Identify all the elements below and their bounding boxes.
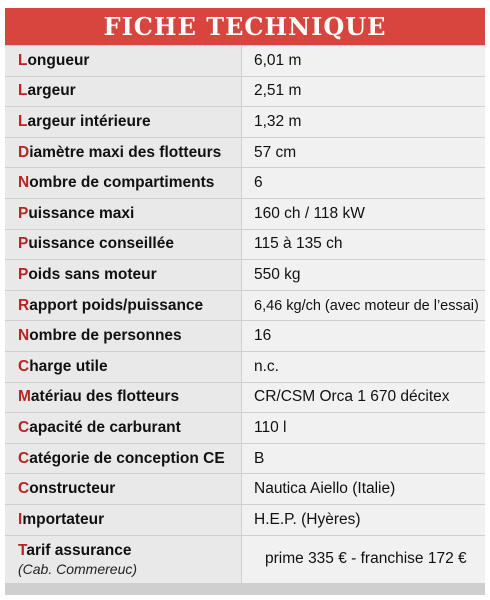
sheet-title: FICHE TECHNIQUE	[5, 8, 485, 45]
row-value: prime 335 € - franchise 172 €	[242, 536, 485, 583]
label-initial: L	[18, 82, 28, 100]
row-value: B	[242, 444, 485, 474]
row-label	[5, 138, 242, 168]
row-label	[5, 168, 242, 198]
table-row	[5, 536, 485, 584]
label-text: apport poids/puissance	[29, 296, 204, 314]
label-text: mportateur	[22, 510, 105, 528]
label-initial: N	[18, 327, 30, 345]
row-label	[5, 444, 242, 474]
row-label	[5, 230, 242, 260]
table-row	[5, 474, 485, 505]
table-row	[5, 46, 485, 77]
row-value: 160 ch / 118 kW	[242, 199, 485, 229]
spec-table	[5, 46, 485, 584]
row-label	[5, 260, 242, 290]
row-label	[5, 505, 242, 535]
label-initial: I	[18, 510, 23, 528]
label-text: onstructeur	[29, 480, 116, 498]
label-initial: P	[18, 265, 29, 283]
label-subtitle: (Cab. Commereuc)	[18, 560, 138, 577]
row-value: 57 cm	[242, 138, 485, 168]
row-value: H.E.P. (Hyères)	[242, 505, 485, 535]
label-initial: P	[18, 204, 29, 222]
label-initial: T	[18, 541, 27, 559]
label-initial: D	[18, 143, 30, 161]
label-initial: R	[18, 296, 30, 314]
label-text: oids sans moteur	[28, 265, 157, 283]
table-row	[5, 352, 485, 383]
label-initial: M	[18, 388, 31, 406]
label-text: argeur intérieure	[27, 112, 151, 130]
label-text: atériau des flotteurs	[30, 388, 180, 406]
row-value: 6,46 kg/ch (avec moteur de l’essai)	[242, 291, 485, 321]
label-initial: P	[18, 235, 29, 253]
row-label	[5, 383, 242, 413]
row-value: 115 à 135 ch	[242, 230, 485, 260]
table-row	[5, 168, 485, 199]
label-text: uissance maxi	[28, 204, 135, 222]
row-label	[5, 291, 242, 321]
table-row	[5, 77, 485, 108]
row-value: 2,51 m	[242, 77, 485, 107]
label-text: iamètre maxi des flotteurs	[29, 143, 222, 161]
table-row	[5, 138, 485, 169]
table-row	[5, 230, 485, 261]
label-text: ongueur	[27, 51, 90, 69]
row-value: 110 l	[242, 413, 485, 443]
table-row	[5, 107, 485, 138]
label-text: harge utile	[29, 357, 108, 375]
table-row	[5, 444, 485, 475]
row-label	[5, 46, 242, 76]
table-row	[5, 291, 485, 322]
label-initial: N	[18, 174, 30, 192]
label-text: ombre de compartiments	[29, 174, 215, 192]
label-text: uissance conseillée	[28, 235, 174, 253]
table-row	[5, 413, 485, 444]
row-value: CR/CSM Orca 1 670 décitex	[242, 383, 485, 413]
row-value: 6	[242, 168, 485, 198]
label-text: apacité de carburant	[29, 418, 181, 436]
table-row	[5, 505, 485, 536]
spec-sheet	[5, 8, 485, 595]
table-row	[5, 383, 485, 414]
label-text: argeur	[27, 82, 76, 100]
label-initial: C	[18, 480, 30, 498]
label-text: arif assurance	[26, 541, 132, 559]
row-value: Nautica Aiello (Italie)	[242, 474, 485, 504]
table-row	[5, 260, 485, 291]
label-initial: C	[18, 357, 30, 375]
row-label	[5, 199, 242, 229]
row-label	[5, 352, 242, 382]
row-label	[5, 536, 242, 583]
row-value: n.c.	[242, 352, 485, 382]
label-initial: L	[18, 51, 28, 69]
label-text: ombre de personnes	[29, 327, 182, 345]
row-value: 6,01 m	[242, 46, 485, 76]
row-label	[5, 474, 242, 504]
row-label	[5, 321, 242, 351]
label-initial: C	[18, 449, 30, 467]
label-initial: L	[18, 112, 28, 130]
table-row	[5, 199, 485, 230]
row-label	[5, 107, 242, 137]
label-initial: C	[18, 418, 30, 436]
row-value: 16	[242, 321, 485, 351]
label-text: atégorie de conception CE	[29, 449, 225, 467]
row-label	[5, 77, 242, 107]
row-value: 1,32 m	[242, 107, 485, 137]
row-label	[5, 413, 242, 443]
table-row	[5, 321, 485, 352]
row-value: 550 kg	[242, 260, 485, 290]
